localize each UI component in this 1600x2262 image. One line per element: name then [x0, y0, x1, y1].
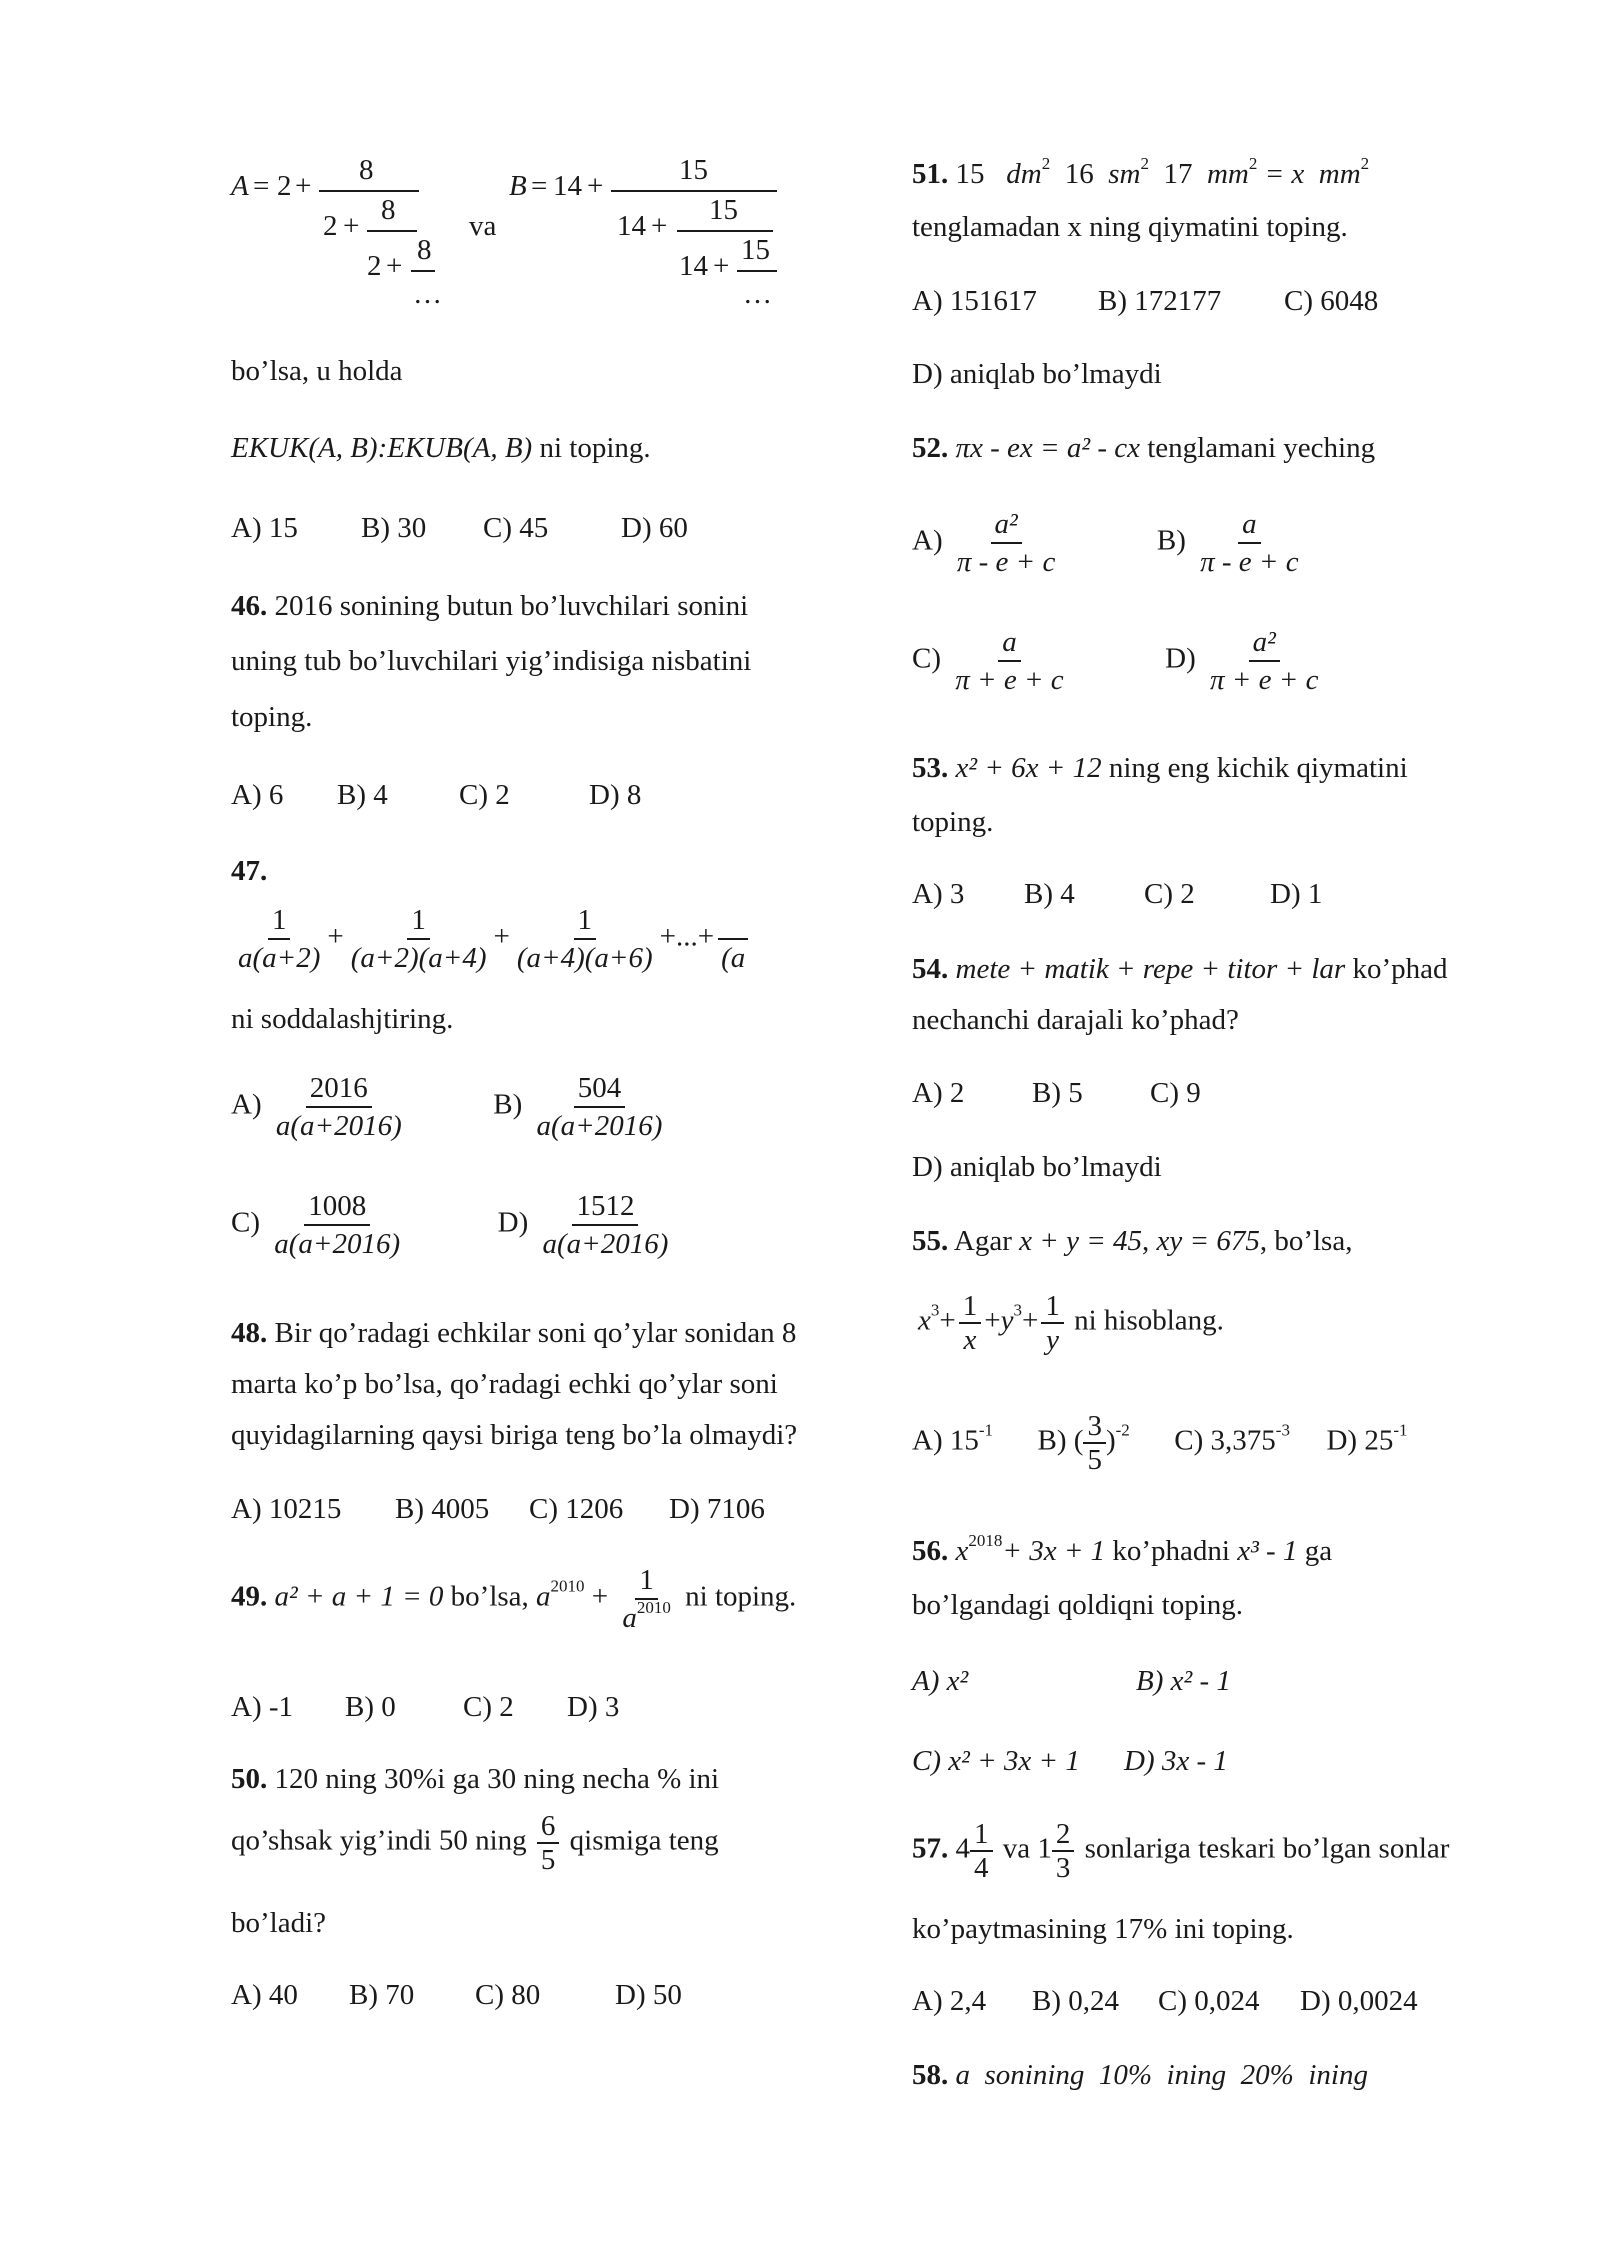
q56-line-1	[912, 1532, 1332, 1570]
q55-text-a: Agar	[953, 1225, 1012, 1257]
q56-text-2: bo’lgandagi qoldiqni toping.	[912, 1589, 1244, 1621]
q46-option-a: A) 6	[231, 779, 284, 811]
q52-option-a-label: A)	[912, 524, 943, 557]
q48-options	[231, 1490, 765, 1528]
q53-options	[912, 875, 1322, 913]
q55-f1-num: 1	[959, 1290, 982, 1324]
b-eq: =	[531, 170, 548, 202]
q50-option-c: C) 80	[475, 1979, 541, 2011]
q57-number: 57.	[912, 1832, 949, 1865]
q54-option-a: A) 2	[912, 1077, 965, 1109]
q49-option-b: B) 0	[345, 1691, 396, 1723]
q55-option-d: D) 25	[1326, 1424, 1394, 1457]
q58-line-1	[912, 2056, 1368, 2094]
q46-number: 46.	[231, 590, 268, 622]
a-eq: =	[253, 170, 270, 202]
q58-number: 58.	[912, 2059, 949, 2091]
q55-option-c: C) 3,375	[1174, 1424, 1276, 1457]
q57-mixed-1-den: 4	[974, 1852, 989, 1884]
b-int: 14	[553, 170, 582, 202]
q57-line-1	[912, 1818, 1449, 1884]
q51-line-1	[912, 155, 1369, 193]
q46-option-d: D) 8	[589, 779, 642, 811]
q50-line-2	[231, 1810, 719, 1876]
q49-option-c: C) 2	[463, 1691, 514, 1723]
q46-line-1	[231, 587, 748, 625]
a-num-2: 8	[381, 194, 396, 226]
q49-options	[231, 1688, 619, 1726]
q56-divisor: x³ - 1	[1237, 1535, 1298, 1567]
q56-options-row-1	[912, 1662, 1231, 1700]
b-num-1: 15	[679, 154, 708, 186]
q55-option-a: A) 15	[912, 1424, 979, 1457]
q52-equation: πx - ex = a² - cx	[955, 432, 1140, 464]
q51-val-3: 17	[1163, 158, 1193, 190]
q47-term-4-den: (a	[721, 942, 746, 974]
q45-option-c: C) 45	[483, 512, 549, 544]
q57-text: sonlariga teskari bo’lgan sonlar	[1084, 1832, 1450, 1865]
q55-line-1: 55. Agar x + y = 45, xy = 675, bo’lsa,	[912, 1225, 1353, 1257]
q46-options	[231, 776, 641, 814]
q54-option-d: D) aniqlab bo’lmaydi	[912, 1151, 1162, 1183]
q51-option-b: B) 172177	[1098, 285, 1222, 317]
q49-option-d: D) 3	[567, 1691, 620, 1723]
q51-option-d: D) aniqlab bo’lmaydi	[912, 358, 1162, 390]
q57-option-d: D) 0,0024	[1300, 1985, 1418, 2017]
q46-option-b: B) 4	[337, 779, 388, 811]
q56-base: x	[955, 1535, 969, 1567]
q57-mixed-2-int: 1	[1037, 1832, 1052, 1865]
q55-line-2: $x^3+$ $\frac{1}{x}$ $+y^3+$ $\frac{1}{y}$ ni hisoblang.	[918, 1290, 1224, 1356]
q51-eq-x: = x	[1264, 158, 1305, 190]
q47-text: ni soddalashjtiring.	[231, 1003, 454, 1035]
q52-option-b-num: a	[1238, 506, 1261, 544]
q56-number: 56.	[912, 1535, 949, 1567]
q48-number: 48.	[231, 1317, 268, 1349]
q52-text: tenglamani yeching	[1147, 432, 1376, 464]
b-num-2: 15	[709, 194, 738, 226]
q51-unit-3: mm	[1206, 158, 1249, 190]
q50-text-3: bo’ladi?	[231, 1907, 327, 1939]
q52-option-d-label: D)	[1165, 642, 1196, 675]
q48-option-a: A) 10215	[231, 1493, 342, 1525]
q52-option-c-num: a	[998, 624, 1021, 662]
q52-option-a-den: π - e + c	[956, 546, 1056, 578]
q51-number: 51.	[912, 158, 949, 190]
q54-option-c: C) 9	[1150, 1077, 1201, 1109]
q48-option-d: D) 7106	[669, 1493, 765, 1525]
q56-option-c: C) x² + 3x + 1	[912, 1745, 1080, 1777]
q49-frac-den-base: a	[622, 1602, 637, 1634]
q57-options	[912, 1982, 1418, 2020]
q53-expression: x² + 6x + 12	[955, 752, 1102, 784]
a-int-2: 2	[323, 210, 338, 242]
q55-option-d-exp: -1	[1393, 1420, 1408, 1440]
q55-option-b-label: B)	[1037, 1424, 1067, 1457]
q50-options	[231, 1976, 682, 2014]
q49-frac-den-exp: 2010	[636, 1598, 671, 1617]
q47-term-2-num: 1	[407, 902, 430, 940]
a-label: A	[231, 170, 249, 202]
q52-option-b-label: B)	[1156, 524, 1186, 557]
q55-option-b-num: 3	[1083, 1410, 1106, 1444]
q46-text-1: 2016 sonining butun bo’luvchilari sonini	[274, 590, 749, 622]
q51-text-2: tenglamadan x ning qiymatini toping.	[912, 211, 1348, 243]
a-int: 2	[277, 170, 292, 202]
q55-f1-den: x	[963, 1324, 977, 1356]
a-plus-3: +	[386, 250, 403, 282]
q47-term-2-den: (a+2)(a+4)	[350, 942, 487, 974]
q48-line-1	[231, 1314, 796, 1352]
q51-val-2: 16	[1064, 158, 1094, 190]
q52-line	[912, 429, 1375, 467]
b-int-3: 14	[679, 250, 708, 282]
q52-option-c-den: π + e + c	[955, 664, 1064, 696]
q47-option-b-den: a(a+2016)	[536, 1110, 663, 1142]
q47-option-b-label: B)	[493, 1088, 523, 1121]
q52-option-d-num: a²	[1249, 624, 1280, 662]
q47-option-d-num: 1512	[572, 1188, 638, 1226]
q55-y: y	[1000, 1304, 1014, 1337]
q51-option-a: A) 151617	[912, 285, 1037, 317]
q56-option-d: D) 3x - 1	[1124, 1745, 1228, 1777]
q57-option-c: C) 0,024	[1158, 1985, 1260, 2017]
q56-option-b: B) x² - 1	[1136, 1665, 1231, 1697]
q53-text-2: toping.	[912, 806, 994, 838]
q51-unit-2: sm	[1108, 158, 1141, 190]
q49-number: 49.	[231, 1580, 268, 1613]
q52-option-c-label: C)	[912, 642, 941, 675]
q51-options	[912, 282, 1378, 320]
b-num-3: 15	[741, 234, 770, 266]
q46-text-2: uning tub bo’luvchilari yig’indisiga nisbatini	[231, 645, 752, 677]
q45-expression	[231, 429, 651, 467]
q58-expression: a sonining 10% ining 20% ining	[955, 2059, 1368, 2091]
q57-va: va	[1002, 1832, 1031, 1865]
q45-text-2: ni toping.	[539, 432, 651, 464]
q47-option-a-label: A)	[231, 1088, 262, 1121]
q45-options	[231, 509, 688, 547]
q55-x: x	[918, 1304, 931, 1337]
q55-expr-1: x + y = 45	[1019, 1225, 1143, 1257]
a-plus: +	[295, 170, 312, 202]
a-plus-2: +	[343, 210, 360, 242]
q50-text-2a: qo’shsak yig’indi 50 ning	[231, 1824, 527, 1857]
q52-option-b-den: π - e + c	[1200, 546, 1299, 578]
q57-text-2: ko’paytmasining 17% ini toping.	[912, 1913, 1294, 1945]
q54-option-b: B) 5	[1032, 1077, 1083, 1109]
q57-mixed-2-num: 2	[1052, 1818, 1075, 1852]
q53-text: ning eng kichik qiymatini	[1108, 752, 1408, 784]
q54-expression: mete + matik + repe + titor + lar	[955, 953, 1346, 985]
q56-rest: + 3x + 1	[1002, 1535, 1106, 1567]
q48-option-b: B) 4005	[395, 1493, 490, 1525]
b-label: B	[509, 170, 527, 202]
q45-text-1: bo’lsa, u holda	[231, 355, 403, 387]
q47-option-a-num: 2016	[306, 1070, 372, 1108]
q47-term-1-num: 1	[268, 902, 291, 940]
q53-option-a: A) 3	[912, 878, 965, 910]
q46-option-c: C) 2	[459, 779, 510, 811]
q50-option-a: A) 40	[231, 1979, 298, 2011]
q52-option-a-num: a²	[991, 506, 1022, 544]
q57-mixed-1-int: 4	[955, 1832, 970, 1865]
q53-line-1	[912, 749, 1408, 787]
q47-option-c-den: a(a+2016)	[274, 1228, 401, 1260]
q54-line-1	[912, 950, 1447, 988]
q47-ellipsis: +...+	[659, 920, 715, 953]
q46-text-3: toping.	[231, 701, 313, 733]
q47-sum-expression: $\frac{1}{a(a+2)}$ + $\frac{1}{(a+2)(a+4)}$ + $\frac{1}{(a+4)(a+6)}$ +...+ (a	[231, 902, 863, 992]
q57-mixed-1-num: 1	[970, 1818, 993, 1852]
q47-option-c-label: C)	[231, 1206, 260, 1239]
q53-option-d: D) 1	[1270, 878, 1323, 910]
q52-options-row-1	[912, 506, 1306, 580]
q54-options	[912, 1074, 1201, 1112]
q54-text-2: nechanchi darajali ko’phad?	[912, 1004, 1239, 1036]
q56-text-a: ko’phadni	[1112, 1535, 1230, 1567]
q55-x-exp: 3	[930, 1300, 940, 1320]
q53-option-c: C) 2	[1144, 878, 1195, 910]
q48-option-c: C) 1206	[529, 1493, 624, 1525]
q47-options-row-1	[231, 1070, 669, 1144]
q50-option-b: B) 70	[349, 1979, 415, 2011]
q55-text-2: ni hisoblang.	[1074, 1304, 1224, 1337]
q51-exp-1: 2	[1041, 154, 1051, 173]
q55-y-exp: 3	[1013, 1300, 1022, 1320]
q49-equation: a² + a + 1 = 0	[274, 1580, 444, 1613]
ekuk-ekub-expr: EKUK(A, B):EKUB(A, B)	[231, 432, 533, 464]
q53-number: 53.	[912, 752, 949, 784]
q48-text-2: marta ko’p bo’lsa, qo’radagi echki qo’ylar soni	[231, 1368, 778, 1400]
q48-text-1: Bir qo’radagi echkilar soni qo’ylar sonidan 8	[274, 1317, 797, 1349]
q57-mixed-2-den: 3	[1055, 1852, 1071, 1884]
q52-option-d-den: π + e + c	[1210, 664, 1319, 696]
b-dots: …	[743, 278, 772, 310]
q50-text-1: 120 ning 30%i ga 30 ning necha % ini	[274, 1763, 720, 1795]
b-plus-2: +	[651, 210, 668, 242]
q49-power-exp: 2010	[550, 1576, 585, 1596]
q57-option-b: B) 0,24	[1032, 1985, 1119, 2017]
b-plus-3: +	[713, 250, 730, 282]
q55-f2-den: y	[1046, 1324, 1060, 1356]
q47-option-c-num: 1008	[304, 1188, 370, 1226]
q50-frac-den: 5	[540, 1844, 556, 1876]
q55-option-c-exp: -3	[1275, 1420, 1290, 1440]
b-plus: +	[587, 170, 604, 202]
q56-option-a: A) x²	[912, 1665, 969, 1697]
q51-exp-3: 2	[1248, 154, 1258, 173]
q50-line-1	[231, 1760, 719, 1798]
q45-option-d: D) 60	[621, 512, 688, 544]
q49-line: 49. a² + a + 1 = 0 bo’lsa, $a^{2010}$ + $\frac{1}{a^{2010}}$ ni toping.	[231, 1564, 797, 1634]
q51-val-1: 15	[955, 158, 985, 190]
q50-number: 50.	[231, 1763, 268, 1795]
q49-text: ni toping.	[685, 1580, 797, 1613]
q55-option-b-exp: -2	[1115, 1420, 1130, 1440]
q50-frac-num: 6	[537, 1810, 560, 1844]
q47-term-1-den: a(a+2)	[238, 942, 321, 974]
a-dots: …	[413, 278, 442, 310]
q55-expr-2: xy = 675	[1156, 1225, 1260, 1257]
q56-exp: 2018	[968, 1531, 1003, 1550]
q49-mid-text: bo’lsa,	[450, 1580, 529, 1613]
q54-text: ko’phad	[1352, 953, 1448, 985]
q53-option-b: B) 4	[1024, 878, 1075, 910]
q51-exp-4: 2	[1360, 154, 1370, 173]
q56-text-b: ga	[1304, 1535, 1333, 1567]
q55-option-a-exp: -1	[978, 1420, 994, 1440]
q56-options-row-2	[912, 1742, 1228, 1780]
q51-unit-1: dm	[1006, 158, 1042, 190]
q55-option-b-den: 5	[1087, 1444, 1102, 1476]
q55-number: 55.	[912, 1225, 949, 1257]
a-num-1: 8	[359, 154, 374, 186]
q51-unit-4: mm	[1318, 158, 1361, 190]
q54-number: 54.	[912, 953, 949, 985]
q52-options-row-2	[912, 624, 1325, 698]
q55-text-b: bo’lsa,	[1274, 1225, 1353, 1257]
q47-option-d-den: a(a+2016)	[542, 1228, 669, 1260]
q47-options-row-2	[231, 1188, 675, 1262]
q52-number: 52.	[912, 432, 949, 464]
q45-option-a: A) 15	[231, 512, 298, 544]
q49-frac-num: 1	[635, 1562, 658, 1600]
q55-f2-num: 1	[1041, 1290, 1064, 1324]
q47-option-a-den: a(a+2016)	[275, 1110, 402, 1142]
q49-option-a: A) -1	[231, 1691, 294, 1723]
q49-power-base: a	[536, 1580, 551, 1613]
continued-fraction-block	[231, 150, 871, 320]
q47-term-3-num: 1	[574, 902, 597, 940]
q47-number: 47.	[231, 855, 268, 887]
q51-exp-2: 2	[1140, 154, 1149, 173]
q47-option-b-num: 504	[574, 1070, 626, 1108]
q45-option-b: B) 30	[361, 512, 427, 544]
q48-text-3: quyidagilarning qaysi biriga teng bo’la olmaydi?	[231, 1419, 798, 1451]
q55-options: A) $15^{-1}$ B) ( $\frac{3}{5}$ )$^{-2}$ C) $3,375^{-3}$ D) $25^{-1}$	[912, 1410, 1408, 1476]
q47-term-3-den: (a+4)(a+6)	[516, 942, 653, 974]
q51-option-c: C) 6048	[1284, 285, 1379, 317]
b-int-2: 14	[617, 210, 646, 242]
q50-option-d: D) 50	[615, 1979, 682, 2011]
q47-option-d-label: D)	[497, 1206, 529, 1239]
q50-text-2b: qismiga teng	[569, 1824, 719, 1857]
a-num-3: 8	[417, 234, 432, 266]
q57-option-a: A) 2,4	[912, 1985, 987, 2017]
a-int-3: 2	[367, 250, 382, 282]
va-text: va	[469, 210, 497, 242]
